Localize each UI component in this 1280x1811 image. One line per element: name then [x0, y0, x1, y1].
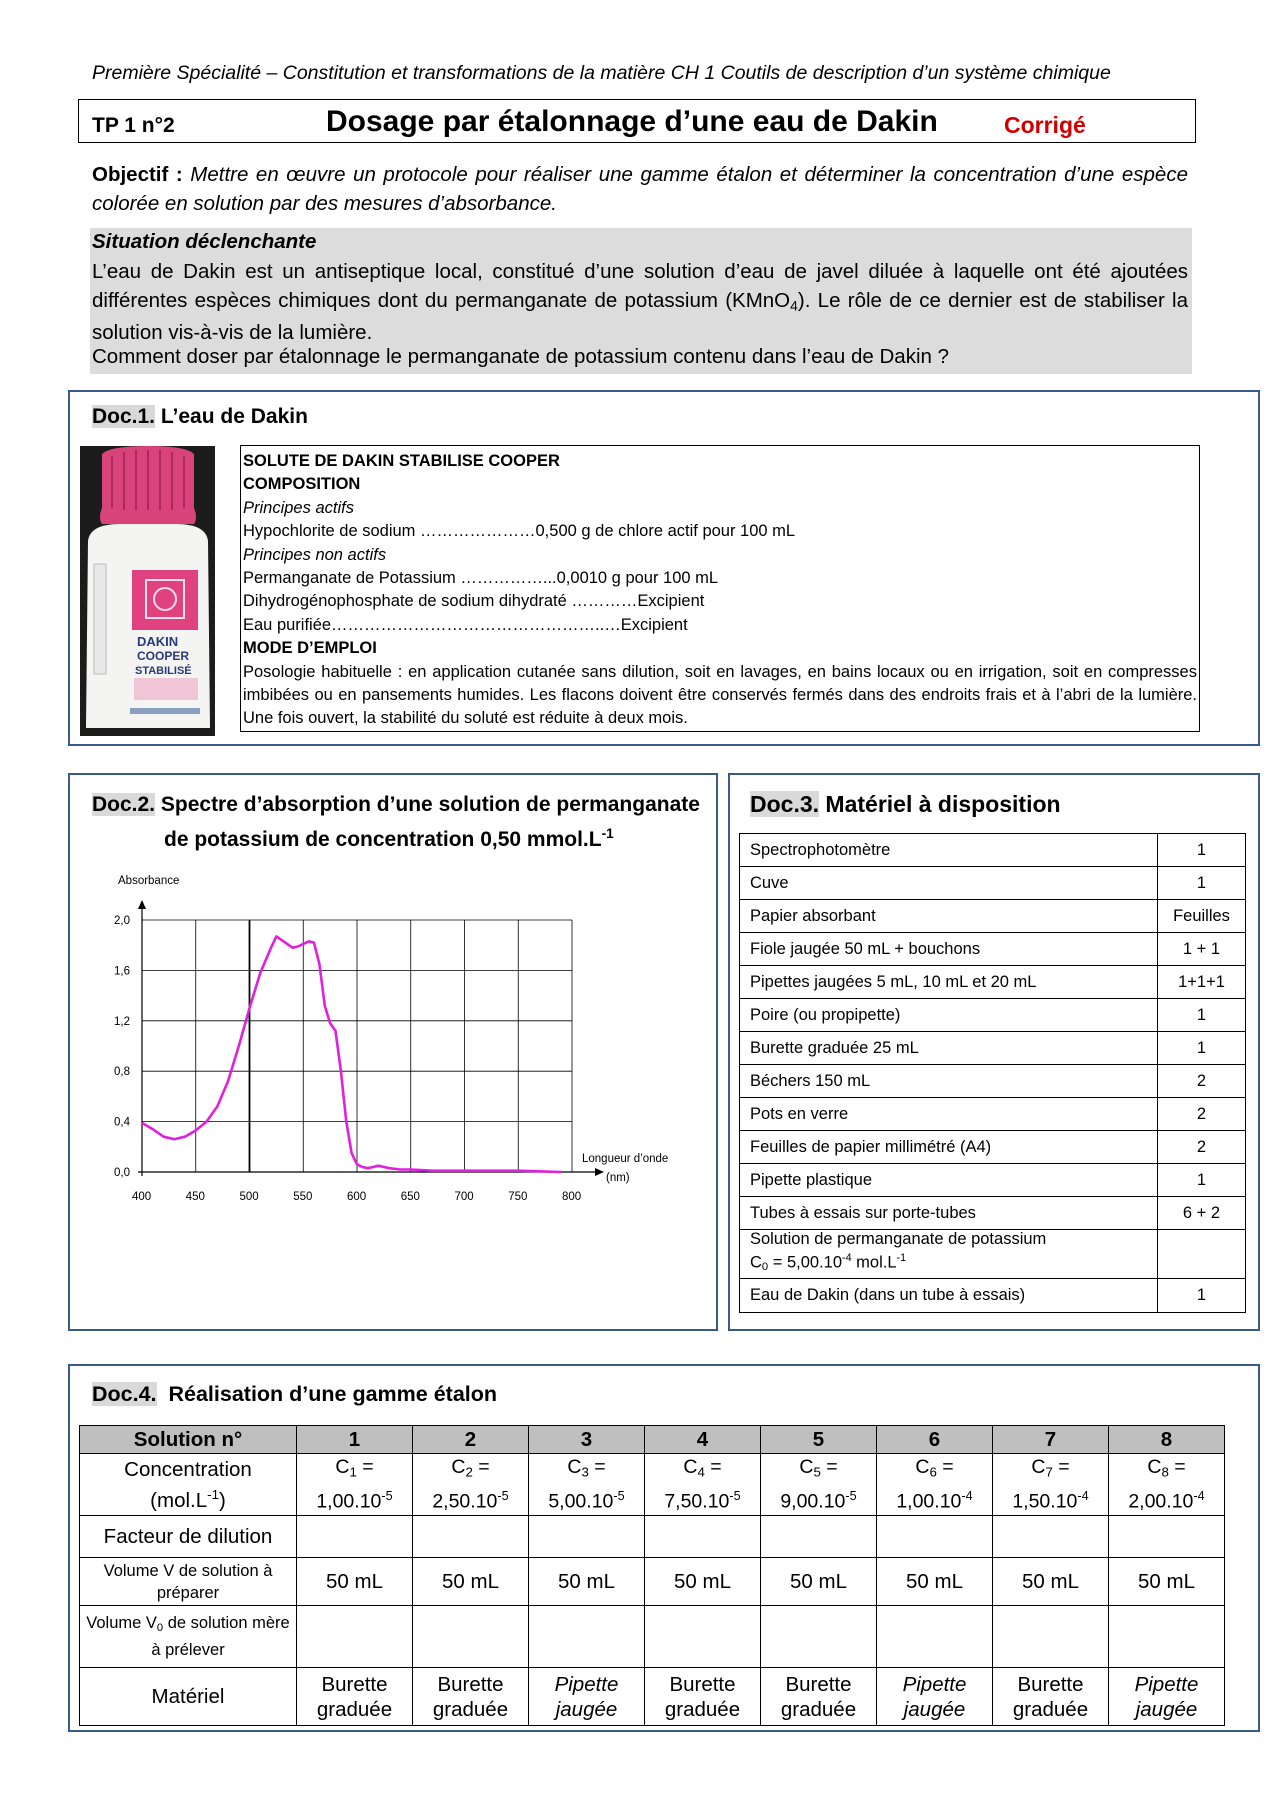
- materiel-row-solution: [740, 1230, 1246, 1279]
- materiel-qty: 1: [1158, 999, 1246, 1032]
- posologie-text: Posologie habituelle : en application cutanée sans dilution, soit en lavages, en bains locaux ou en irrigation, soit en compresses imbibées ou en pansements humides. Les flacons doivent être conservés fermés dans des endroits frais et à l’abri de la lumière. Une fois ouvert, la stabilité du soluté est réduite à deux mois.: [243, 662, 1197, 728]
- materiel-row: [740, 1098, 1246, 1131]
- materiel-line1: Burette: [669, 1672, 736, 1696]
- materiel-row-dakin: [740, 1279, 1246, 1313]
- c0-letter: C: [750, 1253, 762, 1272]
- x-tick-label: 500: [239, 1191, 259, 1203]
- gamme-header-row: [80, 1426, 1225, 1454]
- materiel-item: Poire (ou propipette): [740, 999, 1158, 1032]
- doc3-title-text: Matériel à disposition: [825, 791, 1061, 817]
- objectif-text: Mettre en œuvre un protocole pour réaliser une gamme étalon et déterminer la concentration d’une espèce colorée en solution par des mesures d’absorbance.: [92, 163, 1188, 215]
- materiel-qty: 2: [1158, 1065, 1246, 1098]
- dilution-label: Facteur de dilution: [80, 1516, 297, 1558]
- page-title: Dosage par étalonnage d’une eau de Dakin: [326, 105, 938, 138]
- concentration-value: [993, 1484, 1108, 1515]
- x-tick-labels: [132, 1191, 581, 1203]
- c-exponent: -5: [613, 1488, 625, 1503]
- materiel-qty: 2: [1158, 1098, 1246, 1131]
- v0-cell: [413, 1606, 529, 1668]
- principes-non-actifs: Principes non actifs: [243, 545, 387, 564]
- materiel-cell: [993, 1668, 1109, 1726]
- y-tick-label: 1,2: [114, 1015, 130, 1028]
- materiel-item-dakin: Eau de Dakin (dans un tube à essais): [740, 1279, 1158, 1313]
- doc4-title-text: Réalisation d’une gamme étalon: [168, 1382, 498, 1406]
- materiel-row: [740, 1065, 1246, 1098]
- materiel-item: Cuve: [740, 867, 1158, 900]
- bottle-label-1: DAKIN: [137, 634, 179, 649]
- materiel-table: [739, 833, 1246, 1313]
- c-mantissa: 2,00.10: [1128, 1490, 1194, 1513]
- gamme-row-dilution: [80, 1516, 1225, 1558]
- c-letter: C: [683, 1455, 698, 1478]
- concentration-symbol: [413, 1455, 528, 1484]
- situation-box: [90, 228, 1192, 374]
- volume-cell: 50 mL: [993, 1558, 1109, 1606]
- c-exponent: -4: [961, 1488, 973, 1503]
- concentration-cell: [645, 1454, 761, 1516]
- c-letter: C: [567, 1455, 582, 1478]
- gamme-row-volume: [80, 1558, 1225, 1606]
- materiel-row: [740, 933, 1246, 966]
- c-exponent: -5: [381, 1488, 393, 1503]
- c-letter: C: [799, 1455, 814, 1478]
- materiel-qty: 1 + 1: [1158, 933, 1246, 966]
- materiel-qty: 6 + 2: [1158, 1197, 1246, 1230]
- materiel-qty: 1: [1158, 1164, 1246, 1197]
- situation-text-a: L’eau de Dakin est un antiseptique local, constitué d’une solution d’eau de javel diluée à laquelle ont été ajoutées différentes espèces chimiques dont du permanganate de potassium (KMnO: [92, 260, 1188, 312]
- concentration-cell: [1109, 1454, 1225, 1516]
- x-axis-arrow: [595, 1168, 604, 1176]
- conc-label-close: ): [218, 1488, 226, 1512]
- doc2-title-line1: Spectre d’absorption d’une solution de permanganate: [160, 793, 700, 816]
- doc1-label: Doc.1.: [92, 405, 156, 428]
- materiel-line1: Pipette: [902, 1672, 967, 1696]
- composition-product: SOLUTE DE DAKIN STABILISE COOPER: [243, 452, 560, 470]
- concentration-symbol: [993, 1455, 1108, 1484]
- c-index: 8: [1161, 1463, 1169, 1479]
- materiel-row: [740, 1032, 1246, 1065]
- gamme-head-label: Solution n°: [80, 1426, 297, 1454]
- v0-label-b: de solution mère à prélever: [151, 1614, 290, 1659]
- c-eq: =: [1052, 1455, 1070, 1478]
- dakin-bottle-photo: [80, 446, 215, 736]
- volume-cell: 50 mL: [761, 1558, 877, 1606]
- materiel-qty: 2: [1158, 1131, 1246, 1164]
- solution-number: 3: [529, 1426, 645, 1454]
- y-tick-label: 0,4: [114, 1116, 130, 1129]
- x-axis-label-line1: Longueur d’onde: [582, 1153, 669, 1165]
- materiel-item: Papier absorbant: [740, 900, 1158, 933]
- concentration-cell: [413, 1454, 529, 1516]
- concentration-cell: [297, 1454, 413, 1516]
- v0-cell: [993, 1606, 1109, 1668]
- v0-label: [80, 1606, 297, 1668]
- materiel-row: [740, 999, 1246, 1032]
- doc3-label: Doc.3.: [750, 791, 820, 817]
- course-header: Première Spécialité – Constitution et transformations de la matière CH 1 Coutils de description d’un système chimique: [92, 62, 1111, 84]
- volume-label: Volume V de solution à préparer: [80, 1558, 297, 1606]
- bottle-label-3: STABILISÉ: [135, 665, 192, 677]
- c-exponent: -5: [845, 1488, 857, 1503]
- dilution-cell: [413, 1516, 529, 1558]
- x-tick-label: 650: [400, 1191, 420, 1203]
- phosphate-line: Dihydrogénophosphate de sodium dihydraté …………Excipient: [243, 592, 705, 611]
- c-index: 4: [697, 1463, 705, 1479]
- materiel-table-body: [740, 834, 1246, 1230]
- materiel-qty: 1+1+1: [1158, 966, 1246, 999]
- tp-label: TP 1 n°2: [92, 114, 175, 137]
- materiel-qty: Feuilles: [1158, 900, 1246, 933]
- c-eq: =: [704, 1455, 722, 1478]
- materiel-line1: Pipette: [554, 1672, 619, 1696]
- x-tick-label: 550: [293, 1191, 313, 1203]
- doc2-title-sup: -1: [601, 826, 614, 841]
- c0-sub: 0: [761, 1261, 769, 1274]
- situation-text-b: ). Le rôle de ce dernier est de stabiliser la solution vis-à-vis de la lumière.: [92, 288, 1188, 345]
- c-exponent: -4: [1193, 1488, 1205, 1503]
- materiel-item: Pipettes jaugées 5 mL, 10 mL et 20 mL: [740, 966, 1158, 999]
- materiel-line2: graduée: [780, 1697, 857, 1721]
- materiel-qty-solution: [1158, 1230, 1246, 1279]
- dilution-cell: [1109, 1516, 1225, 1558]
- conc-label-unit: (mol.L: [150, 1488, 208, 1512]
- doc4-title: [92, 1382, 497, 1407]
- dilution-cell: [529, 1516, 645, 1558]
- solution-number: 6: [877, 1426, 993, 1454]
- concentration-symbol: [761, 1455, 876, 1484]
- concentration-value: [877, 1484, 992, 1515]
- v0-label-sub: 0: [156, 1621, 164, 1634]
- c-mantissa: 1,00.10: [316, 1490, 382, 1513]
- doc1-title: [92, 405, 308, 429]
- c-eq: =: [588, 1455, 606, 1478]
- v0-cell: [645, 1606, 761, 1668]
- y-axis-label: Absorbance: [118, 875, 180, 887]
- solution-line2: [750, 1249, 1147, 1277]
- materiel-line2: graduée: [664, 1697, 741, 1721]
- c-eq: =: [820, 1455, 838, 1478]
- materiel-item: Tubes à essais sur porte-tubes: [740, 1197, 1158, 1230]
- materiel-line1: Burette: [321, 1672, 388, 1696]
- dilution-cell: [645, 1516, 761, 1558]
- absorption-spectrum-chart: [100, 866, 669, 1220]
- c-mantissa: 1,00.10: [896, 1490, 962, 1513]
- dilution-cell: [877, 1516, 993, 1558]
- materiel-qty: 1: [1158, 867, 1246, 900]
- x-tick-label: 700: [454, 1191, 474, 1203]
- y-tick-label: 0,8: [114, 1066, 130, 1079]
- gamme-row-materiel: [80, 1668, 1225, 1726]
- materiel-cell: [877, 1668, 993, 1726]
- volume-cell: 50 mL: [529, 1558, 645, 1606]
- c-eq: =: [472, 1455, 490, 1478]
- doc4-label: Doc.4.: [92, 1382, 157, 1406]
- materiel-line1: Burette: [1017, 1672, 1084, 1696]
- objectif-label: Objectif :: [92, 163, 183, 186]
- materiel-cell: [761, 1668, 877, 1726]
- gamme-etalon-table: [79, 1425, 1225, 1726]
- c-letter: C: [1031, 1455, 1046, 1478]
- y-axis-arrow: [138, 900, 146, 909]
- materiel-item: Burette graduée 25 mL: [740, 1032, 1158, 1065]
- materiel-cell: [413, 1668, 529, 1726]
- concentration-value: [413, 1484, 528, 1515]
- situation-title: Situation déclenchante: [92, 230, 317, 253]
- concentration-label: [80, 1454, 297, 1516]
- situation-paragraph: [92, 258, 1188, 348]
- v0-cell: [761, 1606, 877, 1668]
- y-tick-label: 0,0: [114, 1167, 130, 1179]
- concentration-value: [761, 1484, 876, 1515]
- c-letter: C: [451, 1455, 466, 1478]
- concentration-symbol: [529, 1455, 644, 1484]
- c-letter: C: [915, 1455, 930, 1478]
- composition-heading: COMPOSITION: [243, 475, 361, 494]
- materiel-cell: [529, 1668, 645, 1726]
- c-index: 5: [813, 1463, 821, 1479]
- solution-number: 2: [413, 1426, 529, 1454]
- c-eq: =: [356, 1455, 374, 1478]
- concentration-symbol: [877, 1455, 992, 1484]
- c-index: 1: [349, 1463, 357, 1479]
- conc-label-exp: -1: [207, 1486, 219, 1502]
- materiel-line2: jaugée: [903, 1697, 966, 1721]
- composition-box: [240, 445, 1200, 732]
- c-index: 3: [581, 1463, 589, 1479]
- c-mantissa: 7,50.10: [664, 1490, 730, 1513]
- x-tick-label: 800: [562, 1191, 582, 1203]
- volume-cell: 50 mL: [1109, 1558, 1225, 1606]
- concentration-cell: [529, 1454, 645, 1516]
- y-tick-labels: [114, 915, 131, 1179]
- doc2-title: [92, 790, 700, 854]
- c-eq: =: [1168, 1455, 1186, 1478]
- concentration-value: [645, 1484, 760, 1515]
- materiel-line1: Burette: [437, 1672, 504, 1696]
- materiel-line2: graduée: [1012, 1697, 1089, 1721]
- concentration-value: [297, 1484, 412, 1515]
- doc1-title-text: L’eau de Dakin: [160, 405, 308, 428]
- materiel-row: [740, 834, 1246, 867]
- materiel-line1: Pipette: [1134, 1672, 1199, 1696]
- v0-cell: [529, 1606, 645, 1668]
- c-index: 2: [465, 1463, 473, 1479]
- x-tick-label: 450: [185, 1191, 205, 1203]
- series-line-kmno4: [142, 936, 561, 1172]
- materiel-line1: Burette: [785, 1672, 852, 1696]
- solution-number: 5: [761, 1426, 877, 1454]
- materiel-row: [740, 966, 1246, 999]
- c-mantissa: 2,50.10: [432, 1490, 498, 1513]
- c0-unit: mol.L: [851, 1253, 897, 1272]
- materiel-cell: [645, 1668, 761, 1726]
- materiel-label: Matériel: [80, 1668, 297, 1726]
- x-tick-label: 600: [347, 1191, 367, 1203]
- materiel-item: Spectrophotomètre: [740, 834, 1158, 867]
- materiel-qty: 1: [1158, 1032, 1246, 1065]
- dilution-cell: [761, 1516, 877, 1558]
- solution-number: 1: [297, 1426, 413, 1454]
- chart-grid: [142, 920, 572, 1172]
- materiel-line2: jaugée: [1135, 1697, 1198, 1721]
- corrige-label: Corrigé: [1004, 112, 1086, 138]
- concentration-cell: [877, 1454, 993, 1516]
- materiel-item: Fiole jaugée 50 mL + bouchons: [740, 933, 1158, 966]
- situation-sub: 4: [790, 296, 798, 313]
- v0-cell: [1109, 1606, 1225, 1668]
- volume-cell: 50 mL: [413, 1558, 529, 1606]
- hypochlorite-line: Hypochlorite de sodium …………………0,500 g de chlore actif pour 100 mL: [243, 522, 796, 541]
- x-axis-label-line2: (nm): [606, 1172, 630, 1184]
- concentration-symbol: [645, 1455, 760, 1484]
- materiel-item: Béchers 150 mL: [740, 1065, 1158, 1098]
- c-index: 6: [929, 1463, 937, 1479]
- concentration-value: [1109, 1484, 1224, 1515]
- dilution-cell: [297, 1516, 413, 1558]
- solution-number: 7: [993, 1426, 1109, 1454]
- volume-cell: 50 mL: [877, 1558, 993, 1606]
- v0-cell: [297, 1606, 413, 1668]
- c-exponent: -4: [1077, 1488, 1089, 1503]
- concentration-symbol: [1109, 1455, 1224, 1484]
- concentration-cell: [761, 1454, 877, 1516]
- materiel-row: [740, 1164, 1246, 1197]
- materiel-item: Feuilles de papier millimétré (A4): [740, 1131, 1158, 1164]
- c0-unit-exp: -1: [896, 1252, 907, 1265]
- materiel-cell: [297, 1668, 413, 1726]
- permanganate-line: Permanganate de Potassium ……………...0,0010 g pour 100 mL: [243, 569, 719, 588]
- gamme-row-concentration: [80, 1454, 1225, 1516]
- solution-number: 8: [1109, 1426, 1225, 1454]
- materiel-row: [740, 867, 1246, 900]
- y-tick-label: 2,0: [114, 915, 130, 927]
- materiel-line2: jaugée: [555, 1697, 618, 1721]
- eau-purifiee-line: Eau purifiée…………………………………………..…Excipient: [243, 615, 688, 634]
- volume-cell: 50 mL: [297, 1558, 413, 1606]
- doc2-label: Doc.2.: [92, 793, 156, 816]
- materiel-line2: graduée: [432, 1697, 509, 1721]
- bottle-label-2: COOPER: [137, 649, 190, 663]
- materiel-item: Pots en verre: [740, 1098, 1158, 1131]
- c-exponent: -5: [729, 1488, 741, 1503]
- x-tick-label: 750: [508, 1191, 528, 1203]
- x-tick-label: 400: [132, 1191, 152, 1203]
- concentration-symbol: [297, 1455, 412, 1484]
- concentration-value: [529, 1484, 644, 1515]
- v0-cell: [877, 1606, 993, 1668]
- mode-emploi-heading: MODE D’EMPLOI: [243, 639, 377, 658]
- materiel-cell: [1109, 1668, 1225, 1726]
- v0-label-a: Volume V: [86, 1614, 157, 1633]
- situation-question: Comment doser par étalonnage le permanganate de potassium contenu dans l’eau de Dakin ?: [92, 345, 949, 368]
- materiel-item-solution: [740, 1230, 1158, 1279]
- c-mantissa: 9,00.10: [780, 1490, 846, 1513]
- c-mantissa: 5,00.10: [548, 1490, 614, 1513]
- c-eq: =: [936, 1455, 954, 1478]
- conc-label-line2: [80, 1482, 296, 1513]
- concentration-cell: [993, 1454, 1109, 1516]
- materiel-row: [740, 900, 1246, 933]
- gamme-row-v0: [80, 1606, 1225, 1668]
- materiel-item: Pipette plastique: [740, 1164, 1158, 1197]
- solution-number: 4: [645, 1426, 761, 1454]
- c0-exp: -4: [842, 1252, 852, 1265]
- y-tick-label: 1,6: [114, 965, 130, 978]
- doc2-title-line2: de potassium de concentration 0,50 mmol.L: [164, 828, 602, 852]
- c-index: 7: [1045, 1463, 1053, 1479]
- c0-val: = 5,00.10: [768, 1253, 843, 1272]
- materiel-qty-dakin: 1: [1158, 1279, 1246, 1313]
- materiel-row: [740, 1131, 1246, 1164]
- solution-line1: Solution de permanganate de potassium: [750, 1230, 1047, 1249]
- principes-actifs: Principes actifs: [243, 498, 354, 517]
- volume-cell: 50 mL: [645, 1558, 761, 1606]
- c-letter: C: [1147, 1455, 1162, 1478]
- objectif: [92, 160, 1188, 218]
- c-letter: C: [335, 1455, 350, 1478]
- doc3-title: [750, 791, 1061, 818]
- materiel-qty: 1: [1158, 834, 1246, 867]
- dilution-cell: [993, 1516, 1109, 1558]
- c-mantissa: 1,50.10: [1012, 1490, 1078, 1513]
- materiel-row: [740, 1197, 1246, 1230]
- conc-label-line1: Concentration: [124, 1457, 252, 1481]
- c-exponent: -5: [497, 1488, 509, 1503]
- materiel-line2: graduée: [316, 1697, 393, 1721]
